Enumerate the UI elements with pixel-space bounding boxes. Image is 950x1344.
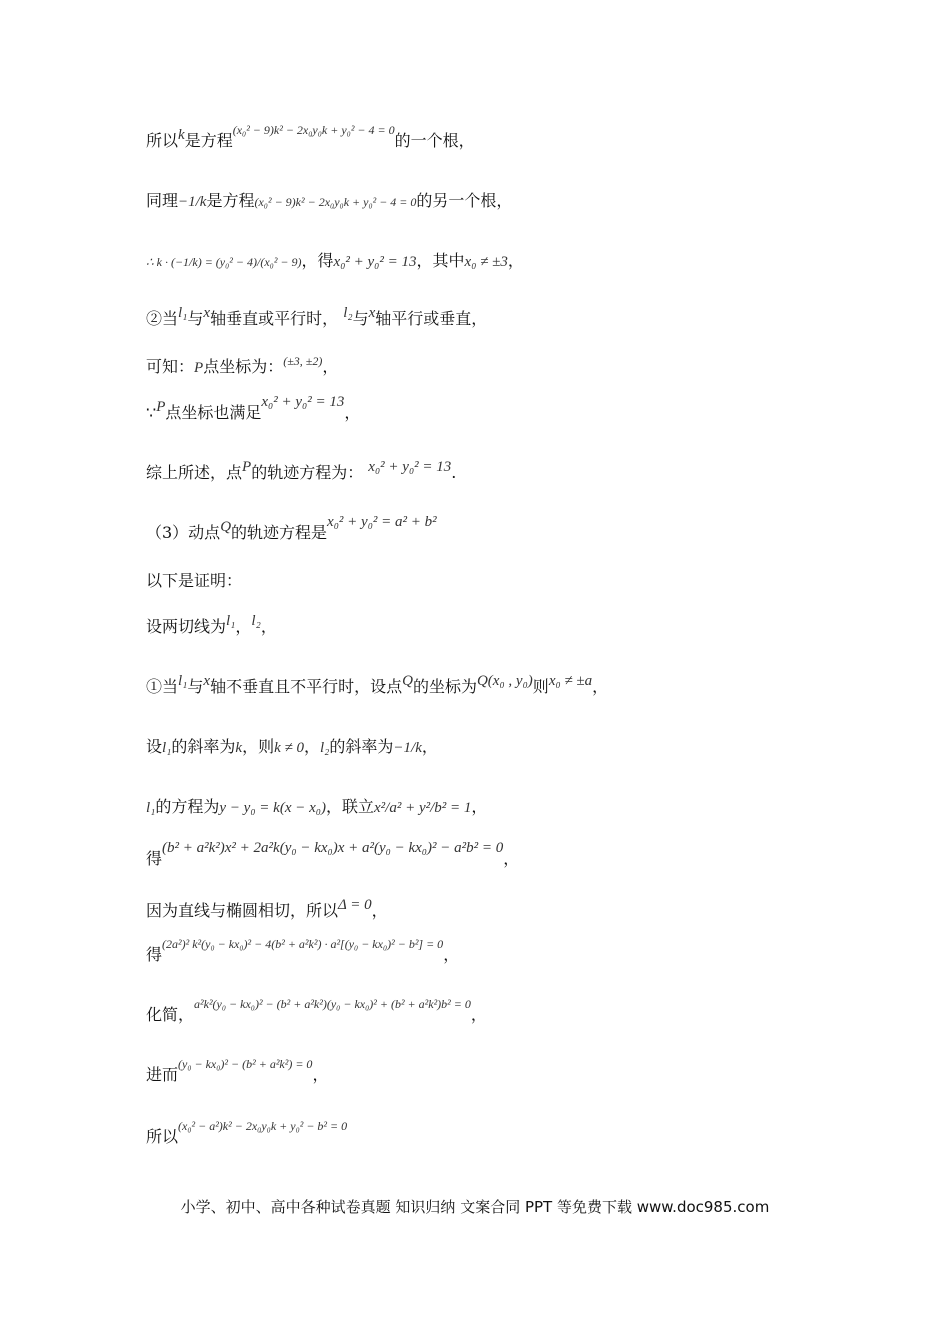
math-expression: (x₀² − 9)k² − 2x₀y₀k + y₀² − 4 = 0 (254, 195, 417, 209)
text: ，得 (301, 251, 334, 270)
math-expression: Q(x₀ , y₀) (476, 673, 533, 689)
text: 综上所述，点 (146, 463, 243, 482)
math-expression: k (235, 740, 243, 756)
text: ， (371, 901, 388, 920)
math-expression: x₀² + y₀² = 13 (368, 459, 452, 475)
math-expression: l₂ (320, 740, 330, 756)
math-expression: l₁ (178, 305, 188, 321)
text: ，联立 (325, 797, 374, 816)
text: 的斜率为 (171, 737, 236, 756)
text-line (146, 123, 475, 153)
text: 设两切线为 (146, 617, 227, 636)
text: （3）动点 (146, 523, 221, 542)
text: ， (322, 357, 339, 376)
text: ∵ (146, 403, 157, 422)
math-expression: Δ = 0 (338, 897, 372, 913)
text: 得 (146, 945, 163, 964)
math-expression: l₁ (178, 673, 188, 689)
text: 是方程 (206, 191, 255, 210)
text: 是方程 (184, 131, 233, 150)
text-line (146, 190, 512, 213)
text: 因为直线与椭圆相切，所以 (146, 901, 339, 920)
text: 点坐标也满足 (165, 403, 262, 422)
text: ， (443, 945, 460, 964)
text: 的另一个根， (416, 191, 513, 210)
text: 化简， (146, 1005, 195, 1024)
math-expression: P (242, 459, 252, 475)
text: 设 (146, 737, 163, 756)
text-line (146, 514, 437, 545)
text: 可知： (146, 357, 195, 376)
text: ， (470, 1005, 487, 1024)
text-line (146, 1057, 329, 1087)
math-expression: x₀² + y₀² = a² + b² (327, 514, 437, 530)
text-line (146, 673, 609, 699)
text: 的斜率为 (329, 737, 394, 756)
text: 轴不垂直且不平行时，设点 (210, 677, 403, 696)
text-line (146, 394, 361, 425)
text-line (146, 997, 487, 1027)
text: ， (471, 797, 488, 816)
text-line (146, 840, 520, 871)
math-expression: x₀ ≠ ±3 (464, 254, 508, 270)
text: 的轨迹方程为： (251, 463, 364, 482)
math-expression: x₀² + y₀² = 13 (333, 254, 417, 270)
math-expression: l₂ (251, 613, 261, 629)
text: ， (344, 403, 361, 422)
text: 点坐标为： (203, 357, 284, 376)
math-expression: k ≠ 0 (274, 740, 304, 756)
math-expression: k (178, 127, 185, 143)
page-footer: 小学、初中、高中各种试卷真题 知识归纳 文案合同 PPT 等免费下载 www.doc985.com (180, 1198, 770, 1216)
text: ， (304, 737, 321, 756)
text-line (146, 736, 438, 759)
text: ，则 (242, 737, 275, 756)
text: 以下是证明： (146, 571, 243, 590)
text: ①当 (146, 677, 179, 696)
text: 的一个根， (394, 131, 475, 150)
math-expression: x₀² + y₀² = 13 (261, 394, 345, 410)
text-line (146, 937, 460, 967)
text-line (146, 613, 277, 639)
math-expression: Q (402, 673, 413, 689)
text: 与 (187, 677, 204, 696)
math-expression: P (156, 399, 166, 415)
text: ②当 (146, 309, 179, 328)
text: 轴垂直或平行时， (210, 309, 339, 328)
text: 的轨迹方程是 (231, 523, 328, 542)
math-expression: Q (220, 519, 232, 535)
text: 轴平行或垂直， (375, 309, 488, 328)
math-expression: x (203, 673, 211, 689)
math-expression: ∴ k · (−1/k) = (y₀² − 4)/(x₀² − 9) (146, 255, 302, 269)
text-line (146, 570, 242, 592)
math-expression: x₀ ≠ ±a (548, 673, 593, 689)
math-expression: x (203, 305, 211, 321)
math-expression: (x₀² − 9)k² − 2x₀y₀k + y₀² − 4 = 0 (232, 123, 395, 137)
math-expression: (2a²)² k²(y₀ − kx₀)² − 4(b² + a²k²) · a²[(y₀ − kx₀)² − b²] = 0 (162, 937, 444, 951)
math-expression: (y₀ − kx₀)² − (b² + a²k²) = 0 (178, 1057, 313, 1071)
math-expression: x (368, 305, 376, 321)
text: ， (312, 1065, 329, 1084)
math-expression: y − y₀ = k(x − x₀) (219, 800, 326, 816)
text: 得 (146, 849, 163, 868)
text: ， (503, 849, 520, 868)
text: 与 (187, 309, 204, 328)
math-expression: l₁ (146, 800, 156, 816)
math-expression: −1/k (393, 740, 422, 756)
text-line (146, 1119, 348, 1149)
math-expression: a²k²(y₀ − kx₀)² − (b² + a²k²)(y₀ − kx₀)² + (b² + a²k²)b² = 0 (194, 997, 471, 1011)
math-expression: (±3, ±2) (283, 354, 323, 368)
text: 同理 (146, 191, 179, 210)
text: ，其中 (416, 251, 465, 270)
math-expression: −1/k (178, 194, 207, 210)
text: 与 (352, 309, 369, 328)
text-line (146, 305, 488, 331)
text: ， (260, 617, 277, 636)
math-expression: l₂ (343, 305, 353, 321)
text: ， (421, 737, 438, 756)
text: 所以 (146, 131, 179, 150)
math-expression: (b² + a²k²)x² + 2a²k(y₀ − kx₀)x + a²(y₀ − kx₀)² − a²b² = 0 (162, 840, 504, 856)
math-expression: l₁ (226, 613, 236, 629)
text: 的坐标为 (412, 677, 477, 696)
text: 进而 (146, 1065, 179, 1084)
text-line (146, 250, 524, 273)
text: . (451, 463, 457, 482)
text: ， (235, 617, 252, 636)
math-expression: (x₀² − a²)k² − 2x₀y₀k + y₀² − b² = 0 (178, 1119, 348, 1133)
text: ， (507, 251, 524, 270)
text: ， (592, 677, 609, 696)
text-line (146, 459, 457, 485)
math-expression: l₁ (162, 740, 172, 756)
text-line (146, 356, 338, 379)
text: 的方程为 (155, 797, 220, 816)
text: 所以 (146, 1127, 179, 1146)
text-line (146, 897, 388, 923)
math-expression: P (194, 360, 204, 376)
text: 则 (532, 677, 549, 696)
math-expression: x²/a² + y²/b² = 1 (374, 800, 472, 816)
text-line (146, 796, 487, 819)
